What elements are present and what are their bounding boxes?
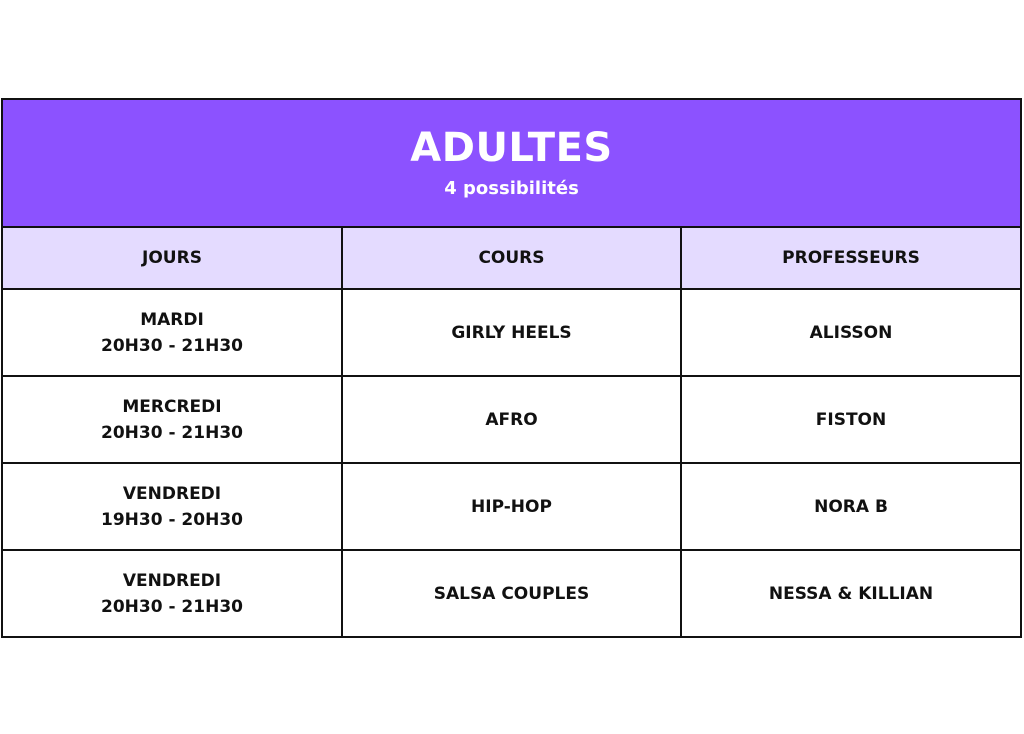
day-cell xyxy=(3,463,342,550)
table-row xyxy=(3,463,1020,550)
time-label: 20H30 - 21H30 xyxy=(101,596,243,617)
day-cell xyxy=(3,550,342,636)
table-row xyxy=(3,550,1020,636)
course-cell: GIRLY HEELS xyxy=(342,289,681,376)
teacher-cell: NESSA & KILLIAN xyxy=(681,550,1020,636)
page-subtitle: 4 possibilités xyxy=(444,178,579,199)
table-header-row xyxy=(3,228,1020,289)
schedule-table xyxy=(3,228,1020,636)
teacher-cell: ALISSON xyxy=(681,289,1020,376)
course-cell: AFRO xyxy=(342,376,681,463)
day-label: MARDI xyxy=(140,309,204,330)
day-cell xyxy=(3,376,342,463)
column-header-teachers: PROFESSEURS xyxy=(681,228,1020,289)
day-label: VENDREDI xyxy=(122,570,222,591)
day-label: MERCREDI xyxy=(122,396,222,417)
table-row xyxy=(3,289,1020,376)
time-label: 20H30 - 21H30 xyxy=(101,335,243,356)
teacher-cell: NORA B xyxy=(681,463,1020,550)
schedule-banner xyxy=(3,100,1020,228)
day-label: VENDREDI xyxy=(122,483,222,504)
time-label: 20H30 - 21H30 xyxy=(101,422,243,443)
schedule-card xyxy=(1,98,1022,638)
table-row xyxy=(3,376,1020,463)
page-title: ADULTES xyxy=(410,125,613,171)
course-cell: SALSA COUPLES xyxy=(342,550,681,636)
teacher-cell: FISTON xyxy=(681,376,1020,463)
day-cell xyxy=(3,289,342,376)
course-cell: HIP-HOP xyxy=(342,463,681,550)
column-header-days: JOURS xyxy=(3,228,342,289)
column-header-courses: COURS xyxy=(342,228,681,289)
time-label: 19H30 - 20H30 xyxy=(101,509,243,530)
